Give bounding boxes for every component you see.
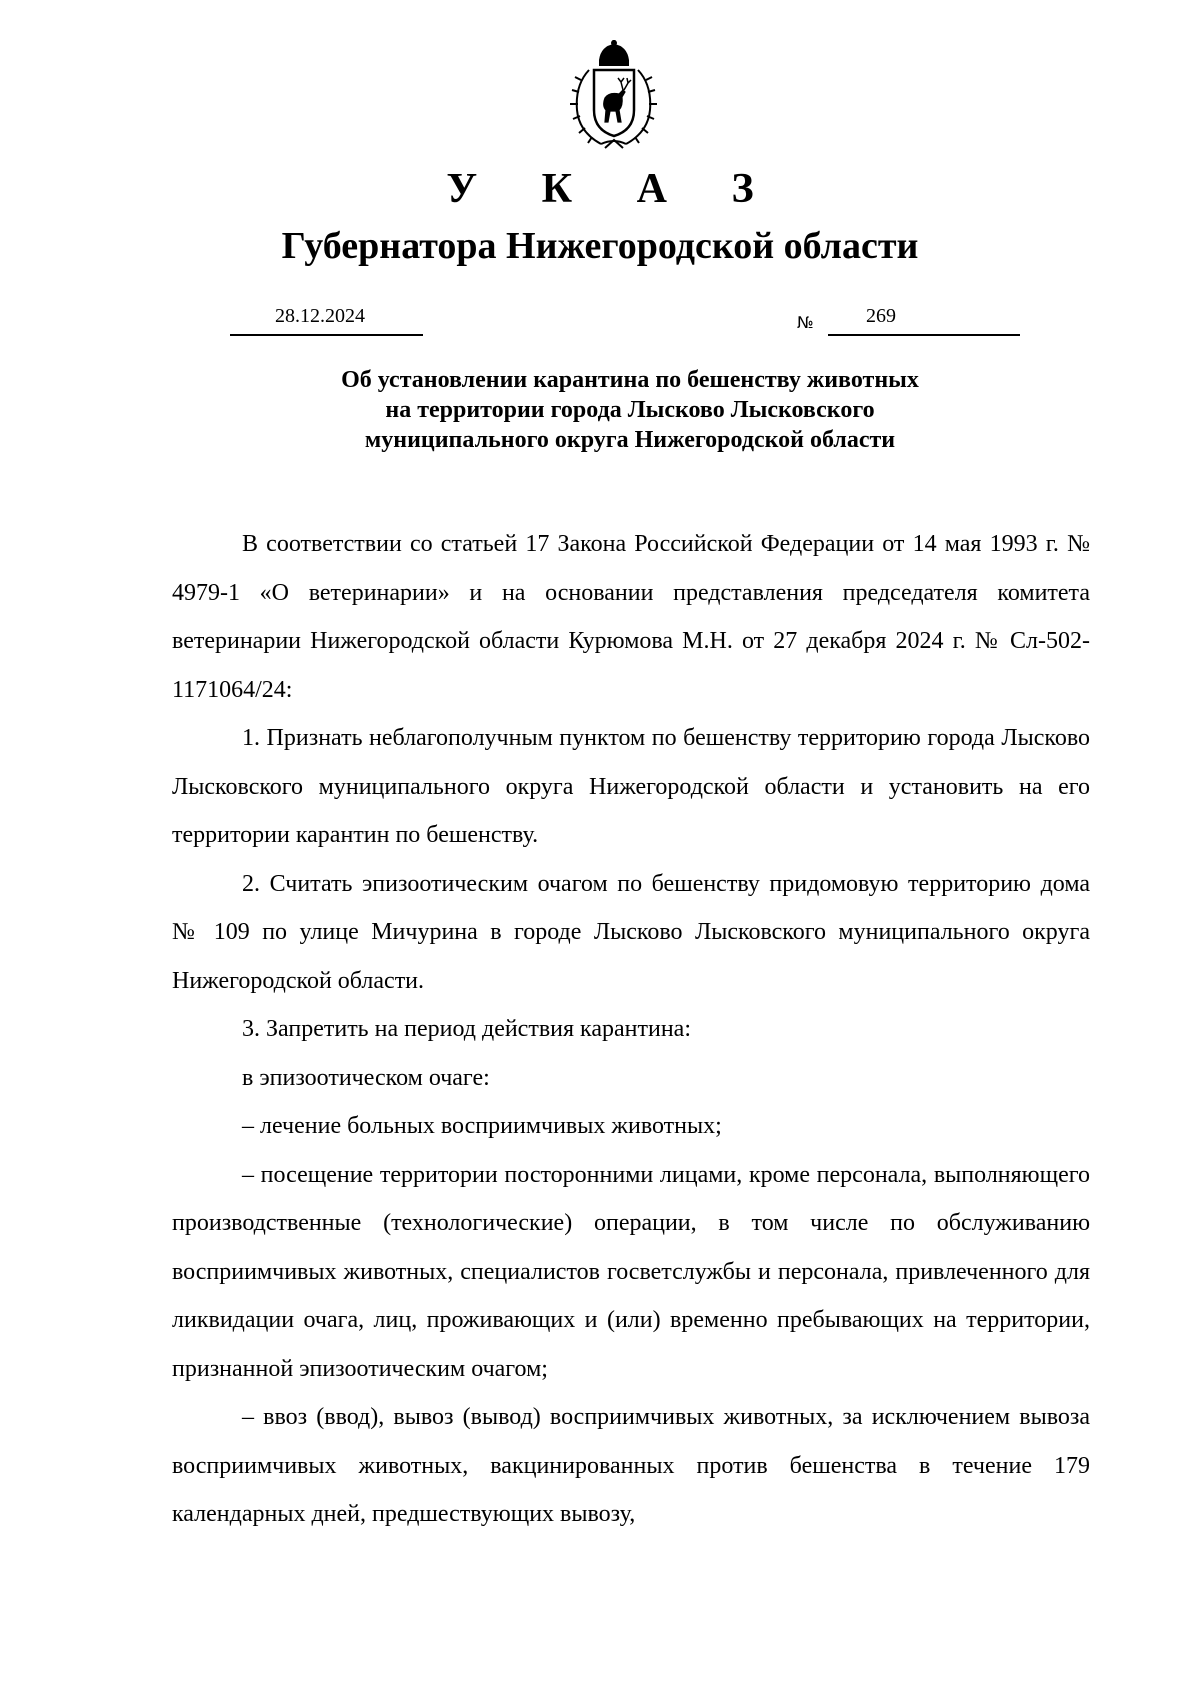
date-field: [230, 304, 423, 336]
clause-3-item: – ввоз (ввод), вывоз (вывод) восприимчивых животных, за исключением вывоза восприимчивых животных, вакцинированных против бешенства в течение 179 календарных дней, предшествующих вывозу,: [172, 1404, 1090, 1527]
clause-3-subheading: в эпизоотическом очаге:: [242, 1064, 490, 1091]
preamble-paragraph: В соответствии со статьей 17 Закона Российской Федерации от 14 мая 1993 г. № 4979-1 «О ветеринарии» и на основании представления председателя комитета ветеринарии Нижегородской области Курюмова М.Н. от 27 декабря 2024 г. № Сл-502-1171064/24:: [172, 531, 1090, 703]
clause-3-item: – посещение территории посторонними лицами, кроме персонала, выполняющего производственные (технологические) операции, в том числе по обслуживанию восприимчивых животных, специалистов госветслужбы и персонала, привлеченного для ликвидации очага, лиц, проживающих и (или) временно пребывающих на территории, признанной эпизоотическим очагом;: [172, 1161, 1090, 1382]
decree-body: [172, 520, 1090, 1539]
decree-date: 28.12.2024: [275, 305, 365, 327]
clause-3: 3. Запретить на период действия карантина:: [242, 1016, 691, 1042]
heading-line: на территории города Лысково Лысковского: [385, 397, 875, 423]
clause-2: 2. Считать эпизоотическим очагом по бешенству придомовую территорию дома № 109 по улице Мичурина в городе Лысково Лысковского муниципального округа Нижегородской области.: [172, 870, 1090, 994]
decree-title: У К А З: [446, 166, 781, 212]
decree-issuer: Губернатора Нижегородской области: [281, 225, 919, 267]
number-sign: №: [797, 313, 814, 332]
coat-of-arms-icon: [561, 40, 666, 152]
heading-line: муниципального округа Нижегородской области: [364, 427, 896, 453]
clause-1: 1. Признать неблагополучным пунктом по бешенству территорию города Лысково Лысковского муниципального округа Нижегородской области и установить на его территории карантин по бешенству.: [172, 725, 1090, 848]
number-field: [828, 304, 1020, 336]
clause-3-item: – лечение больных восприимчивых животных;: [242, 1113, 722, 1139]
heading-line: Об установлении карантина по бешенству животных: [341, 367, 919, 393]
decree-heading: [0, 365, 1200, 455]
decree-number: 269: [866, 305, 896, 327]
